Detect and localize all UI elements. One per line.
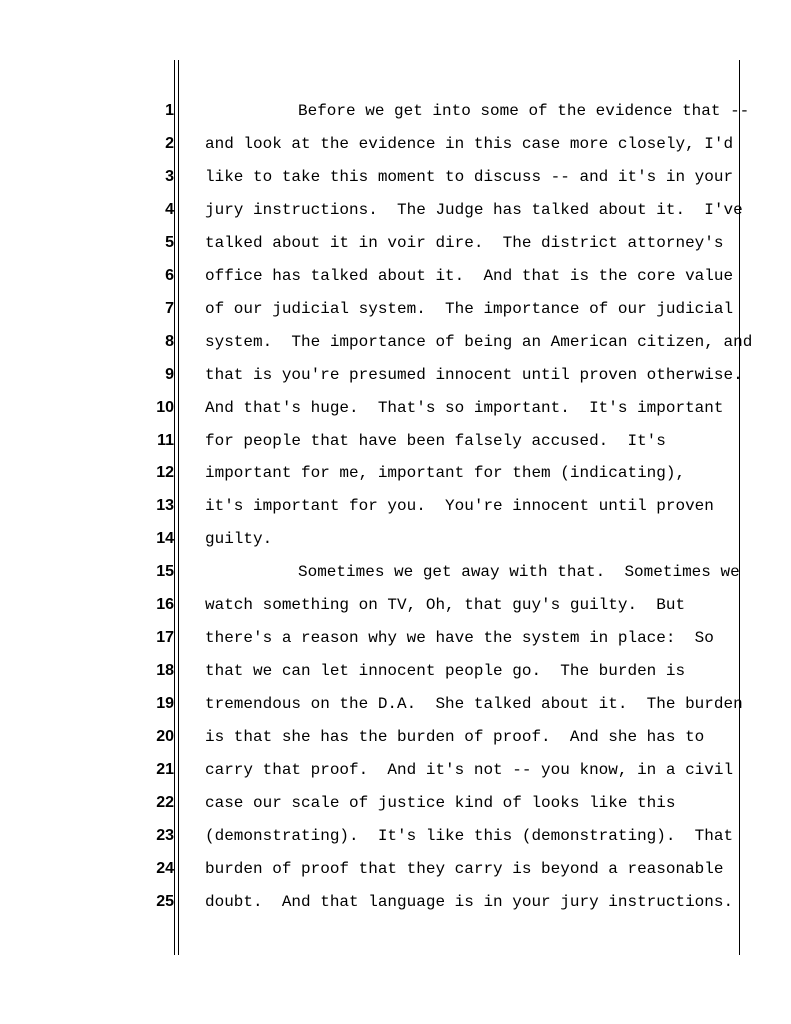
line-text: of our judicial system. The importance of our judicial	[205, 299, 734, 318]
line-number: 1	[165, 102, 174, 119]
line-text: talked about it in voir dire. The district attorney's	[205, 233, 724, 252]
line-text: it's important for you. You're innocent until proven	[205, 497, 714, 516]
line-number: 25	[156, 892, 174, 910]
line-number: 15	[156, 563, 174, 581]
line-number: 6	[165, 266, 174, 284]
transcript-line	[0, 496, 791, 529]
transcript-line	[0, 727, 791, 760]
transcript-line	[0, 859, 791, 892]
line-number: 5	[165, 233, 174, 251]
transcript-line	[0, 167, 791, 200]
transcript-line	[0, 595, 791, 628]
transcript-line	[0, 529, 791, 562]
transcript-line	[0, 562, 791, 595]
line-number: 13	[156, 497, 174, 515]
transcript-line	[0, 661, 791, 694]
line-text: (demonstrating). It's like this (demonstrating). That	[205, 826, 734, 845]
line-text: for people that have been falsely accused. It's	[205, 431, 666, 450]
transcript-line	[0, 101, 791, 134]
line-number: 23	[156, 826, 174, 844]
transcript-line	[0, 463, 791, 496]
transcript-line	[0, 694, 791, 727]
line-text: jury instructions. The Judge has talked about it. I've	[205, 200, 743, 219]
line-number: 7	[165, 299, 174, 317]
line-text: case our scale of justice kind of looks like this	[205, 793, 676, 812]
line-number: 12	[156, 464, 174, 482]
line-text: is that she has the burden of proof. And she has to	[205, 728, 705, 747]
line-text: burden of proof that they carry is beyond a reasonable	[205, 859, 724, 878]
line-number: 10	[156, 398, 174, 416]
transcript-line	[0, 431, 791, 464]
line-text: office has talked about it. And that is the core value	[205, 266, 734, 285]
line-text: carry that proof. And it's not -- you know, in a civil	[205, 761, 734, 779]
line-text: guilty.	[205, 530, 273, 549]
line-number: 22	[156, 793, 174, 811]
line-number: 20	[156, 728, 174, 746]
transcript-line	[0, 233, 791, 266]
line-text: important for me, important for them (indicating),	[205, 464, 686, 483]
line-text: And that's huge. That's so important. It's important	[205, 398, 724, 417]
line-number: 21	[156, 761, 174, 778]
transcript-line	[0, 793, 791, 826]
line-number: 14	[156, 530, 174, 548]
line-number: 2	[165, 134, 174, 152]
line-text: that we can let innocent people go. The burden is	[205, 662, 686, 681]
line-number: 8	[165, 332, 174, 350]
transcript-line	[0, 299, 791, 332]
line-number: 18	[156, 662, 174, 680]
line-number: 4	[165, 200, 174, 218]
line-number: 19	[156, 695, 174, 713]
line-text: like to take this moment to discuss -- and it's in your	[205, 167, 734, 186]
line-text: Before we get into some of the evidence that --	[298, 102, 750, 120]
transcript-line	[0, 200, 791, 233]
transcript-line	[0, 266, 791, 299]
line-text: doubt. And that language is in your jury instructions.	[205, 892, 734, 911]
line-number: 16	[156, 596, 174, 614]
transcript-line	[0, 826, 791, 859]
transcript-line	[0, 365, 791, 398]
line-text: Sometimes we get away with that. Sometimes we	[298, 563, 740, 582]
line-text: watch something on TV, Oh, that guy's guilty. But	[205, 596, 686, 615]
line-text: system. The importance of being an American citizen, and	[205, 332, 753, 351]
transcript-line	[0, 628, 791, 661]
transcript-line	[0, 892, 791, 925]
line-number: 11	[157, 431, 174, 449]
line-text: that is you're presumed innocent until proven otherwise.	[205, 365, 743, 384]
transcript-line	[0, 398, 791, 431]
transcript-line	[0, 760, 791, 793]
line-text: tremendous on the D.A. She talked about it. The burden	[205, 695, 743, 714]
line-number: 24	[156, 859, 174, 877]
transcript-line	[0, 332, 791, 365]
line-text: and look at the evidence in this case more closely, I'd	[205, 134, 734, 153]
line-number: 17	[156, 629, 174, 647]
line-number: 9	[165, 365, 174, 383]
line-text: there's a reason why we have the system in place: So	[205, 629, 714, 648]
line-number: 3	[165, 167, 174, 185]
transcript-line	[0, 134, 791, 167]
